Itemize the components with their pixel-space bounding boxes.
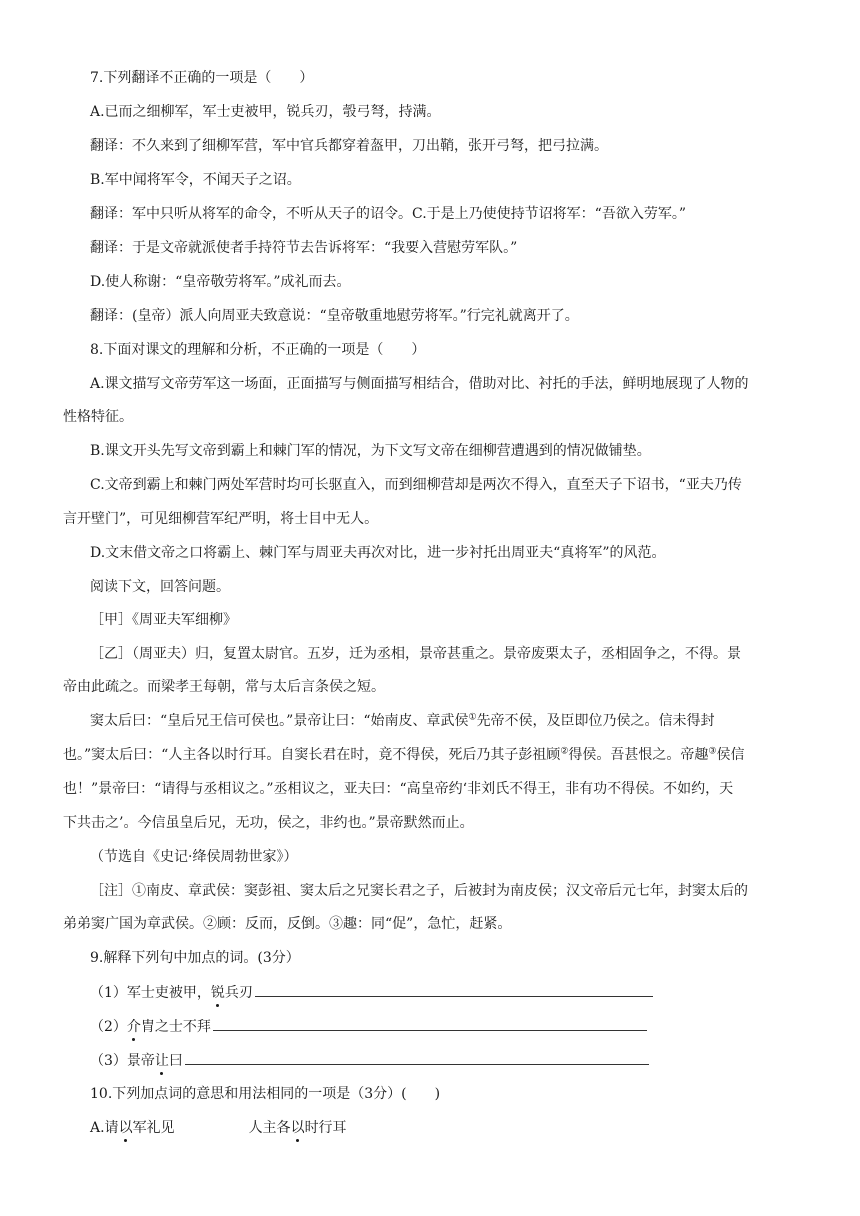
q9-stem: 9.解释下列句中加点的词。(3分） bbox=[90, 950, 300, 966]
emphasized-char: 介 bbox=[126, 1019, 141, 1035]
q7-stem: 7.下列翻译不正确的一项是（ ） bbox=[90, 70, 314, 86]
emphasized-char: 以 bbox=[290, 1120, 305, 1136]
passage-paragraph2-line4: 下共击之’。今信虽皇后兄，无功，侯之，非约也。”景帝默然而止。 bbox=[63, 815, 474, 831]
q8-option-a-line2: 性格特征。 bbox=[63, 409, 133, 425]
emphasized-char: 以 bbox=[118, 1120, 133, 1136]
q8-option-c-line1: C.文帝到霸上和棘门两处军营时均可长驱直入，而到细柳营却是两次不得入，直至天子下诏书，“亚夫乃传 bbox=[90, 477, 742, 493]
q10-option-a: A.请以军礼见 人主各以时行耳 bbox=[90, 1120, 347, 1136]
passage-yi-line1: ［乙］（周亚夫）归，复置太尉官。五岁，迁为丞相，景帝甚重之。景帝废栗太子，丞相固争之，不得。景 bbox=[90, 646, 741, 662]
passage-yi-line2: 帝由此疏之。而梁孝王每朝，常与太后言条侯之短。 bbox=[63, 679, 385, 695]
passage-source: （节选自《史记·绛侯周勃世家》） bbox=[90, 849, 298, 865]
q7-option-a-translation: 翻译：不久来到了细柳军营，军中官兵都穿着盔甲，刀出鞘，张开弓弩，把弓拉满。 bbox=[90, 138, 608, 154]
q7-option-c-translation: 翻译：于是文帝就派使者手持符节去告诉将军：“我要入营慰劳军队。” bbox=[90, 240, 518, 256]
q10-stem: 10.下列加点词的意思和用法相同的一项是（3分）( ) bbox=[90, 1086, 441, 1102]
q8-option-a-line1: A.课文描写文帝劳军这一场面，正面描写与侧面描写相结合，借助对比、衬托的手法，鲜明地展现了人物的 bbox=[90, 376, 749, 392]
q7-option-d-translation: 翻译：(皇帝）派人向周亚夫致意说：“皇帝敬重地慰劳将军。”行完礼就离开了。 bbox=[90, 308, 579, 324]
emphasized-char: 让 bbox=[154, 1053, 169, 1069]
answer-blank-2[interactable] bbox=[213, 1016, 647, 1031]
q7-option-a: A.已而之细柳军，军士吏被甲，锐兵刃，彀弓弩，持满。 bbox=[90, 104, 441, 120]
q7-option-b: B.军中闻将军令，不闻天子之诏。 bbox=[90, 172, 301, 188]
q8-option-b: B.课文开头先写文帝到霸上和棘门军的情况，为下文写文帝在细柳营遭遇到的情况做铺垫。 bbox=[90, 443, 651, 459]
q7-option-d: D.使人称谢：“皇帝敬劳将军。”成礼而去。 bbox=[90, 274, 351, 290]
q9-item-2: （2）介胄之士不拜 bbox=[90, 1016, 647, 1037]
footnote-mark-1: ① bbox=[468, 712, 477, 723]
emphasized-char: 锐 bbox=[210, 985, 225, 1001]
answer-blank-3[interactable] bbox=[185, 1050, 649, 1065]
q8-option-d: D.文末借文帝之口将霸上、棘门军与周亚夫再次对比，进一步衬托出周亚夫“真将军”的风范。 bbox=[90, 545, 666, 561]
q7-option-b-translation: 翻译：军中只听从将军的命令，不听从天子的诏令。C.于是上乃使使持节诏将军：“吾欲入劳军。” bbox=[90, 206, 686, 222]
passage-paragraph2-line3: 也！”景帝曰：“请得与丞相议之。”丞相议之，亚夫曰：“高皇帝约‘非刘氏不得王，非有功不得侯。不如约，天 bbox=[63, 781, 734, 797]
q8-stem: 8.下面对课文的理解和分析，不正确的一项是（ ） bbox=[90, 342, 426, 358]
notes-line2: 弟弟窦广国为章武侯。②顾：反而，反倒。③趣：同“促”，急忙，赶紧。 bbox=[63, 916, 512, 932]
footnote-mark-2: ② bbox=[560, 746, 569, 757]
passage-paragraph2-line2: 也。”窦太后曰：“人主各以时行耳。自窦长君在时，竟不得侯，死后乃其子彭祖顾②得侯。吾甚恨之。帝趣③侯信 bbox=[63, 746, 745, 763]
footnote-mark-3: ③ bbox=[708, 746, 717, 757]
passage-paragraph2-line1: 窦太后曰：“皇后兄王信可侯也。”景帝让曰：“始南皮、章武侯①先帝不侯，及臣即位乃侯之。信未得封 bbox=[90, 712, 715, 729]
answer-blank-1[interactable] bbox=[255, 982, 653, 997]
q9-item-1: （1）军士吏被甲，锐兵刃 bbox=[90, 982, 653, 1003]
reading-intro: 阅读下文，回答问题。 bbox=[90, 579, 230, 595]
q8-option-c-line2: 言开壁门”，可见细柳营军纪严明，将士目中无人。 bbox=[63, 511, 379, 527]
passage-jia-title: ［甲］《周亚夫军细柳》 bbox=[90, 612, 237, 628]
q9-item-3: （3）景帝让曰 bbox=[90, 1050, 649, 1071]
notes-line1: ［注］①南皮、章武侯：窦彭祖、窦太后之兄窦长君之子，后被封为南皮侯；汉文帝后元七年，封窦太后的 bbox=[90, 883, 748, 899]
